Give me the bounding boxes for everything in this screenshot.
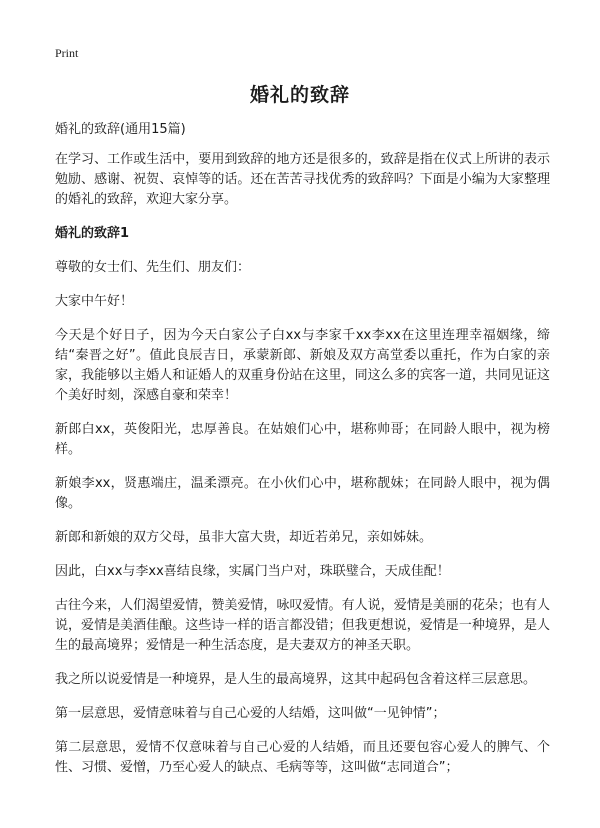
section-heading: 婚礼的致辞1 — [55, 226, 130, 241]
paragraph-greeting: 尊敬的女士们、先生们、朋友们： — [55, 260, 251, 275]
paragraph-love: 古往今来，人们渴望爱情，赞美爱情，咏叹爱情。有人说，爱情是美丽的花朵；也有人说，爱情是美酒佳酿。这些诗一样的语言都没错；但我更想说，爱情是一种境界，是人生的最高境界；爱情是一种生活态度，是夫妻双方的神圣天职。 — [55, 598, 550, 653]
document-title: 婚礼的致辞 — [249, 84, 350, 106]
paragraph-second-meaning: 第二层意思，爱情不仅意味着与自己心爱的人结婚，而且还要包容心爱人的脾气、个性、习惯、爱憎，乃至心爱人的缺点、毛病等等，这叫做“志同道合”； — [55, 740, 550, 775]
print-link[interactable]: Print — [55, 46, 79, 60]
document-body — [55, 120, 550, 792]
paragraph-groom: 新郎白xx，英俊阳光，忠厚善良。在姑娘们心中，堪称帅哥；在同龄人眼中，视为榜样。 — [55, 422, 550, 457]
paragraph-first-meaning: 第一层意思，爱情意味着与自己心爱的人结婚，这叫做“一见钟情”； — [55, 706, 446, 721]
paragraph-three-meanings: 我之所以说爱情是一种境界，是人生的最高境界，这其中起码包含着这样三层意思。 — [55, 672, 537, 687]
paragraph-hello: 大家中午好！ — [55, 294, 134, 309]
paragraph-occasion: 今天是个好日子，因为今天白家公子白xx与李家千xx李xx在这里连理幸福姻缘，缔结“秦晋之好”。值此良辰吉日，承蒙新郎、新娘及双方高堂委以重托，作为白家的亲家，我能够以主婚人和证婚人的双重身份站在这里，同这么多的宾客一道，共同见证这个美好时刻，深感自豪和荣幸！ — [55, 328, 550, 403]
paragraph-parents: 新郎和新娘的双方父母，虽非大富大贵，却近若弟兄，亲如姊妹。 — [55, 530, 433, 545]
document-subtitle: 婚礼的致辞(通用15篇) — [55, 122, 186, 137]
paragraph-match: 因此，白xx与李xx喜结良缘，实属门当户对，珠联璧合，天成佳配！ — [55, 564, 450, 579]
paragraph-bride: 新娘李xx，贤惠端庄，温柔漂亮。在小伙们心中，堪称靓妹；在同龄人眼中，视为偶像。 — [55, 476, 550, 511]
intro-paragraph: 在学习、工作或生活中，要用到致辞的地方还是很多的，致辞是指在仪式上所讲的表示勉励、感谢、祝贺、哀悼等的话。还在苦苦寻找优秀的致辞吗？下面是小编为大家整理的婚礼的致辞，欢迎大家分享。 — [55, 152, 550, 207]
